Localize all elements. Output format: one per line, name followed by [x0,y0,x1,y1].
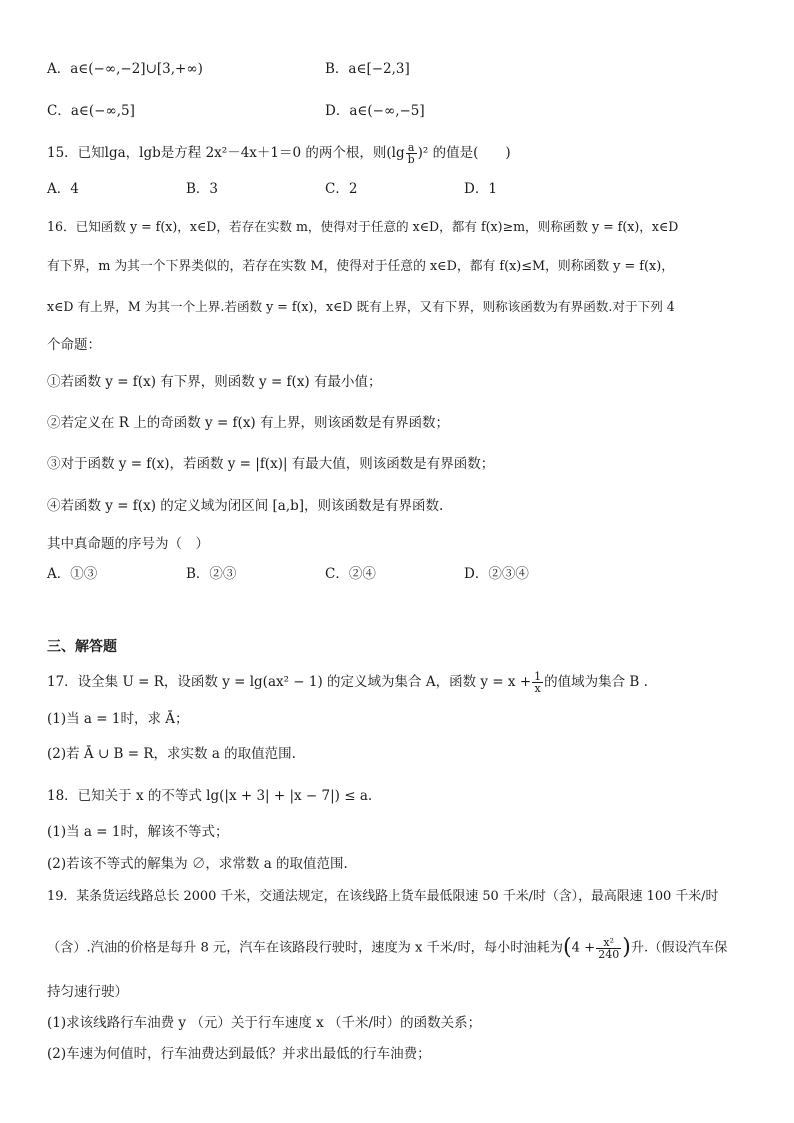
q16-line-4: 个命题： [47,337,101,353]
q18-stem: 18．已知关于 x 的不等式 lg(|x + 3| + |x − 7|) ≤ a. [47,788,373,804]
q14-option-d: D．a∈(−∞,−5] [325,103,425,119]
q17-stem-pre: 17．设全集 U = R，设函数 y = lg(ax² − 1) 的定义域为集合 A，函数 y = x + [47,674,532,690]
q17-stem [47,668,648,696]
q16-option-d: D．②③④ [464,566,529,582]
q16-proposition-2: ②若定义在 R 上的奇函数 y = f(x) 有上界，则该函数是有界函数； [47,415,449,431]
q19-fuel-fraction [596,937,621,960]
q16-proposition-1: ①若函数 y = f(x) 有下界，则函数 y = f(x) 有最小值； [47,374,382,390]
q16-question: 其中真命题的序号为（ ） [47,536,209,552]
section-heading: 三、解答题 [47,639,117,655]
q19-line-2-pre: （含）.汽油的价格是每升 8 元，汽车在该路段行驶时，速度为 x 千米/时，每小时油耗为 [47,940,563,956]
q19-fuel-den: 240 [598,947,620,961]
q19-left-paren: ( [562,935,572,960]
q17-sub-1: (1)当 a = 1时，求 Ā； [47,711,189,727]
q15-frac-num: a [406,142,417,154]
q19-sub-2: (2)车速为何值时，行车油费达到最低？并求出最低的行车油费； [47,1046,431,1062]
q15-frac-den: b [407,153,415,166]
q15-option-b: B．3 [186,181,219,197]
q19-right-paren: ) [622,935,631,960]
q19-sub-1: (1)求该线路行车油费 y （元）关于行车速度 x （千米/时）的函数关系； [47,1015,482,1031]
q16-option-b: B．②③ [186,566,237,582]
q16-option-a: A．①③ [47,566,98,582]
q16-proposition-3: ③对于函数 y = f(x)，若函数 y = |f(x)| 有最大值，则该函数是有界函数； [47,456,495,472]
q17-fraction [532,671,543,694]
q17-frac-den: x [534,682,541,695]
q14-option-b: B．a∈[−2,3] [325,61,410,77]
q19-line-3: 持匀速行驶） [47,984,128,1000]
q15-fraction [406,142,417,165]
q17-sub-2: (2)若 Ā ∪ B = R，求实数 a 的取值范围. [47,746,296,762]
q16-line-1: 16．已知函数 y = f(x)，x∈D，若存在实数 m，使得对于任意的 x∈D，都有 f(x)≥m，则称函数 y = f(x)，x∈D [47,219,679,234]
q15-stem-pre: 15．已知lga，lgb是方程 2x²－4x＋1＝0 的两个根，则(lg [47,145,405,161]
q14-option-a: A．a∈(−∞,−2]∪[3,+∞) [47,61,203,77]
q16-line-3: x∈D 有上界，M 为其一个上界.若函数 y = f(x)，x∈D 既有上界，又有下界，则称该函数为有界函数.对于下列 4 [47,299,675,314]
q17-stem-post: 的值域为集合 B . [544,674,648,690]
q16-option-c: C．②④ [325,566,376,582]
q19-fuel-num: x² [596,937,621,949]
q19-line-2 [47,930,727,967]
q17-frac-num: 1 [534,670,542,683]
q15-option-a: A．4 [47,181,79,197]
q15-stem-post: )² 的值是( ) [417,145,511,161]
q19-line-1: 19．某条货运线路总长 2000 千米，交通法规定，在该线路上货车最低限速 50 千米/时（含），最高限速 100 千米/时 [47,889,719,904]
q15-stem [47,140,511,166]
q15-option-c: C．2 [325,181,358,197]
q18-sub-2: (2)若该不等式的解集为 ∅，求常数 a 的取值范围. [47,856,348,872]
q19-line-2-post: 升.（假设汽车保 [630,940,728,956]
q14-option-c: C．a∈(−∞,5] [47,103,135,119]
q15-option-d: D．1 [464,181,497,197]
q16-line-2: 有下界，m 为其一个下界类似的，若存在实数 M，使得对于任意的 x∈D，都有 f(x)≤M，则称函数 y = f(x)， [47,259,675,274]
q16-proposition-4: ④若函数 y = f(x) 的定义域为闭区间 [a,b]，则该函数是有界函数. [47,498,444,514]
q18-sub-1: (1)当 a = 1时，解该不等式； [47,824,229,840]
q19-fuel-lead: 4 + [571,940,596,956]
